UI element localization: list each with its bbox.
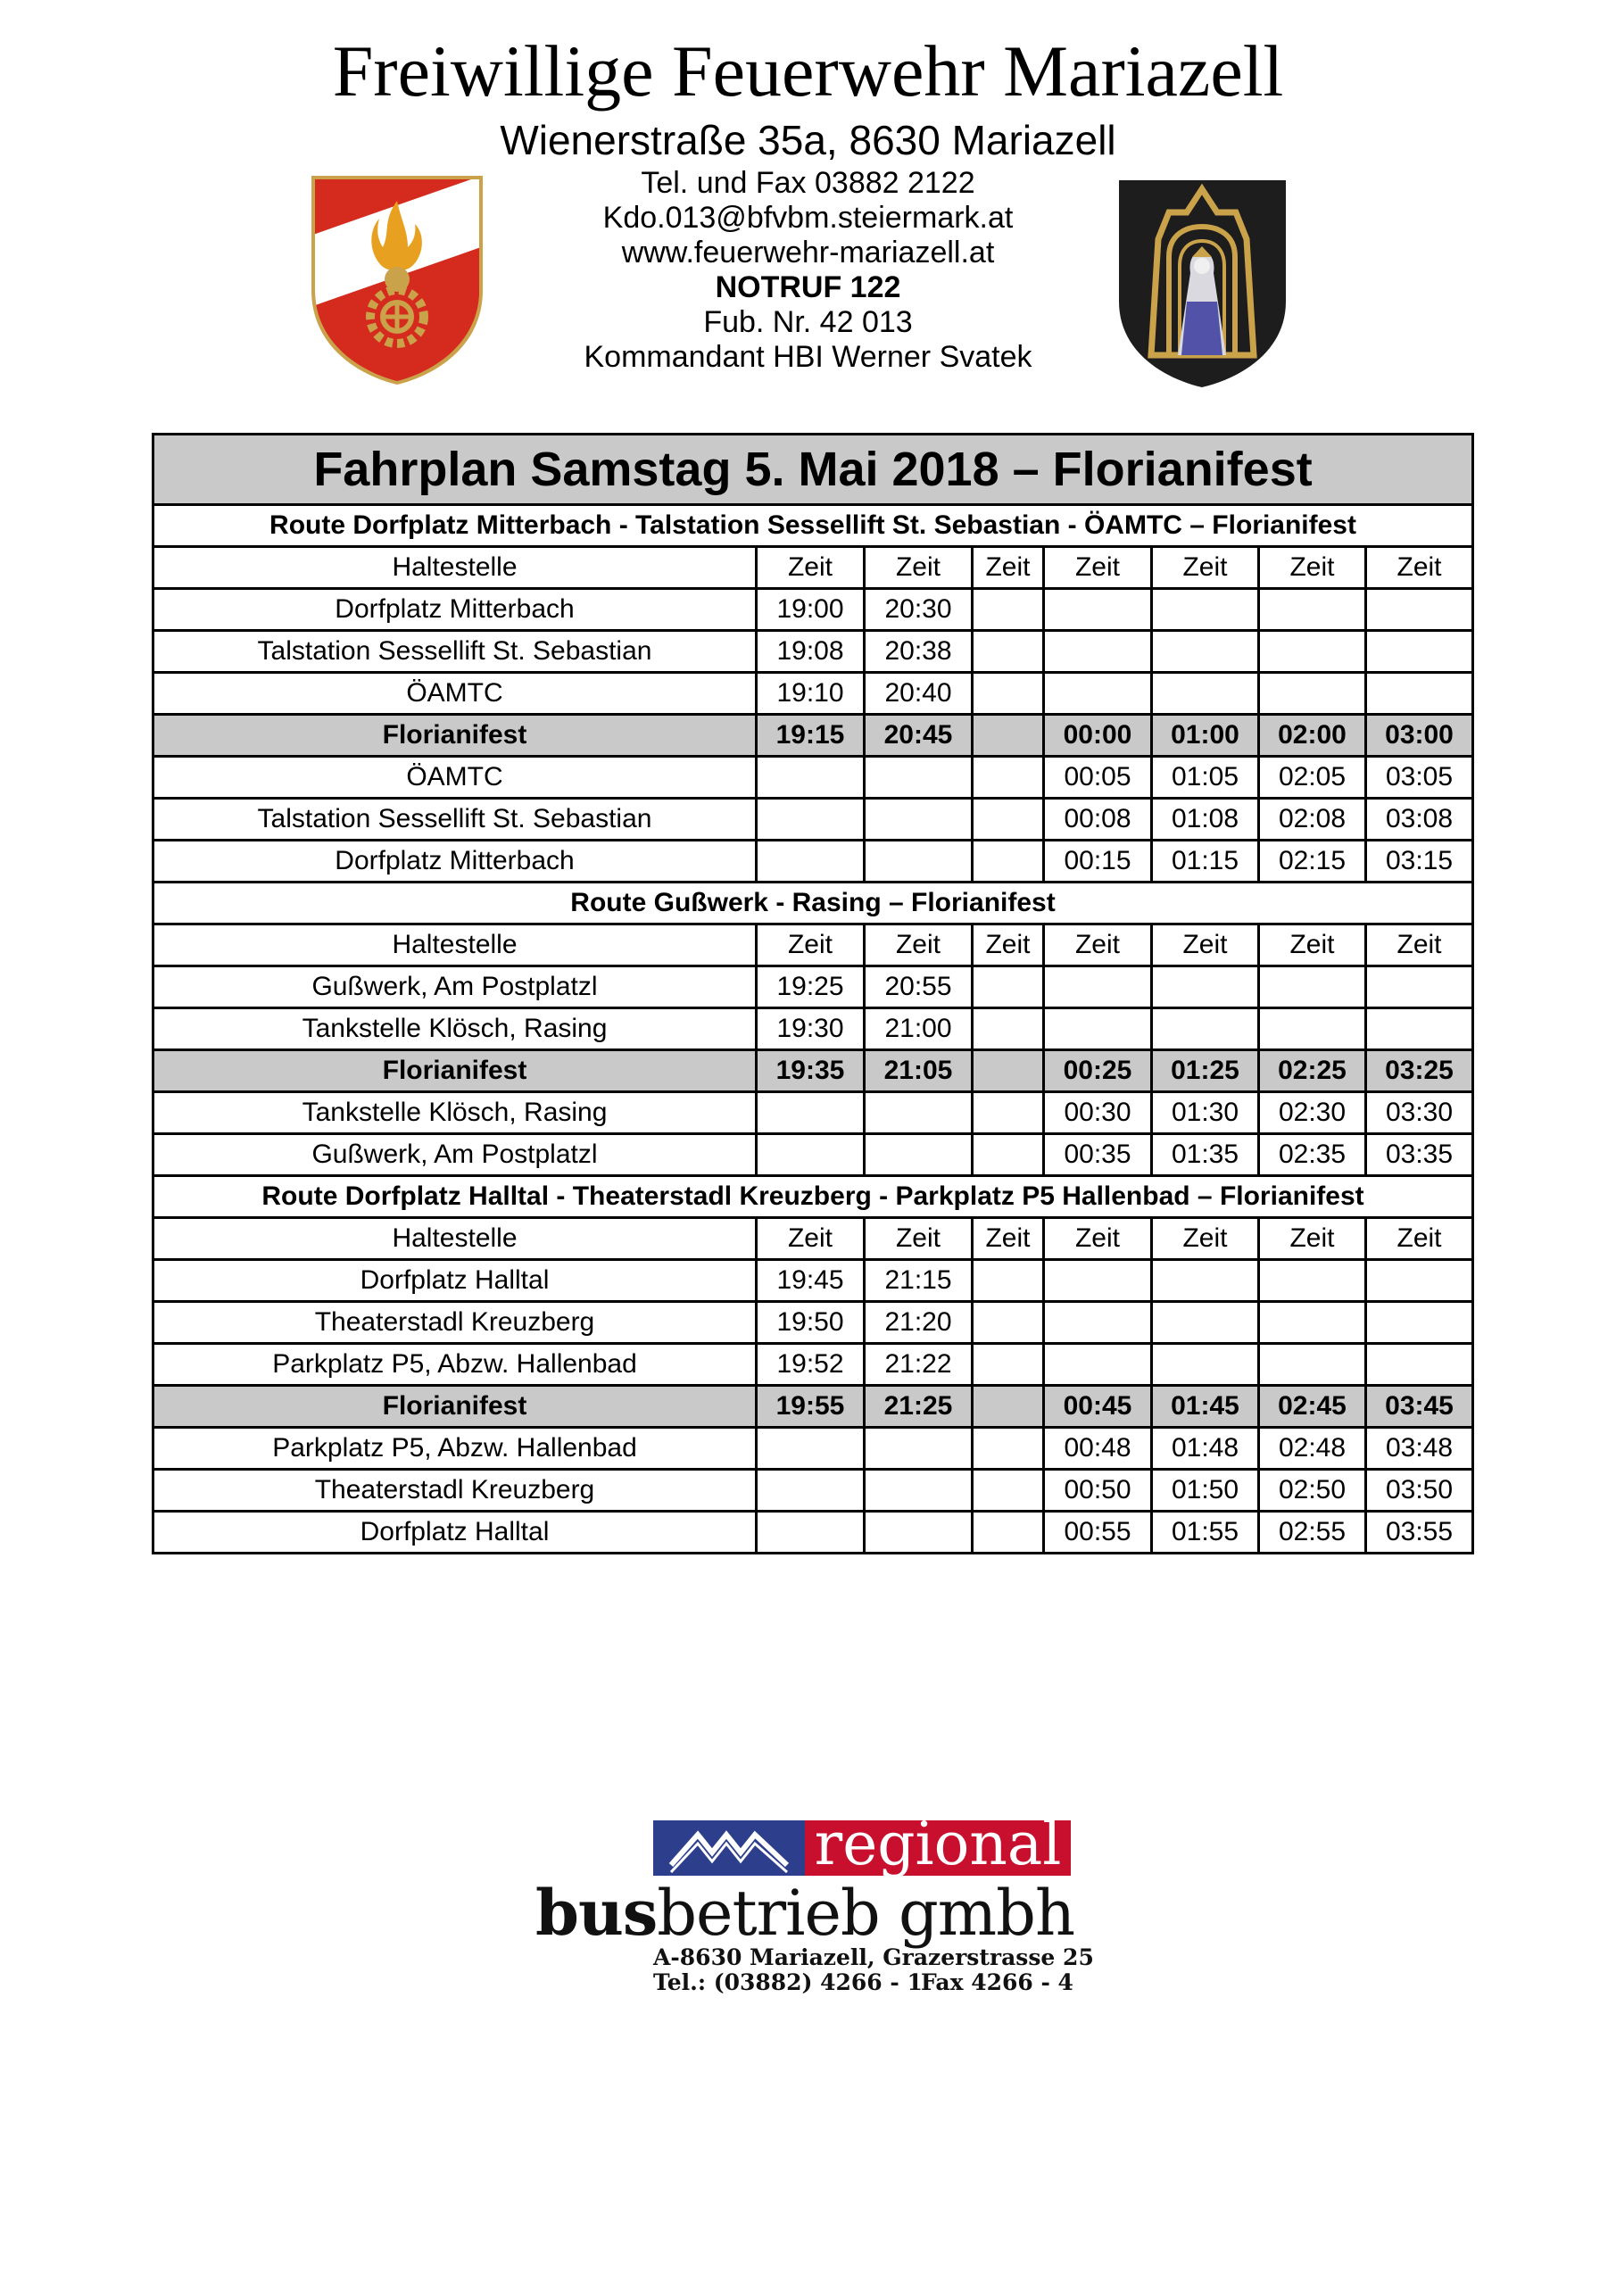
- column-header-time: Zeit: [1152, 547, 1259, 589]
- departure-time: 03:48: [1366, 1428, 1473, 1470]
- departure-time: 21:00: [865, 1008, 973, 1050]
- table-row: [153, 966, 1473, 1008]
- table-row-destination: [153, 715, 1473, 757]
- departure-time: [1044, 966, 1152, 1008]
- departure-time: [1152, 631, 1259, 673]
- stop-name: Gußwerk, Am Postplatzl: [153, 966, 757, 1008]
- departure-time: 01:45: [1152, 1386, 1259, 1428]
- departure-time: [1044, 589, 1152, 631]
- departure-time: [973, 631, 1044, 673]
- column-header-time: Zeit: [1259, 1218, 1366, 1260]
- departure-time: 01:30: [1152, 1092, 1259, 1134]
- departure-time: 01:08: [1152, 799, 1259, 841]
- table-row: [153, 1512, 1473, 1554]
- departure-time: 21:15: [865, 1260, 973, 1302]
- departure-time: [1152, 589, 1259, 631]
- website: www.feuerwehr-mariazell.at: [621, 236, 995, 269]
- departure-time: [1044, 1260, 1152, 1302]
- departure-time: [1259, 1344, 1366, 1386]
- table-row: [153, 1428, 1473, 1470]
- departure-time: 19:15: [757, 715, 865, 757]
- departure-time: 21:05: [865, 1050, 973, 1092]
- bus-timetable: [152, 433, 1474, 1554]
- departure-time: 01:50: [1152, 1470, 1259, 1512]
- departure-time: [973, 673, 1044, 715]
- departure-time: 00:50: [1044, 1470, 1152, 1512]
- logo-fax: Fax 4266 - 4: [921, 1969, 1073, 1995]
- departure-time: 20:30: [865, 589, 973, 631]
- departure-time: [757, 1092, 865, 1134]
- departure-time: [973, 1344, 1044, 1386]
- logo-contact-line: [653, 1970, 1073, 1995]
- bus-company-logo: [535, 1810, 1094, 1999]
- logo-regional-text: regional: [814, 1810, 1062, 1878]
- logo-bus-text: bus: [535, 1876, 658, 1950]
- table-row: [153, 757, 1473, 799]
- departure-time: [973, 1512, 1044, 1554]
- departure-time: [865, 841, 973, 883]
- commander: Kommandant HBI Werner Svatek: [584, 340, 1032, 374]
- route-name: Route Dorfplatz Halltal - Theaterstadl Kreuzberg - Parkplatz P5 Hallenbad – Florianifest: [153, 1176, 1473, 1218]
- stop-name: Parkplatz P5, Abzw. Hallenbad: [153, 1428, 757, 1470]
- departure-time: [1044, 1008, 1152, 1050]
- departure-time: 21:20: [865, 1302, 973, 1344]
- table-row-destination: [153, 1386, 1473, 1428]
- table-row: [153, 1134, 1473, 1176]
- departure-time: 03:08: [1366, 799, 1473, 841]
- column-header-time: Zeit: [1366, 547, 1473, 589]
- table-row: [153, 1260, 1473, 1302]
- route-header-row: [153, 505, 1473, 547]
- departure-time: [973, 715, 1044, 757]
- logo-blue-band: [653, 1820, 805, 1876]
- column-header-stop: Haltestelle: [153, 1218, 757, 1260]
- departure-time: 00:35: [1044, 1134, 1152, 1176]
- departure-time: 03:00: [1366, 715, 1473, 757]
- column-header-row: [153, 924, 1473, 966]
- stop-name: Theaterstadl Kreuzberg: [153, 1302, 757, 1344]
- departure-time: 20:45: [865, 715, 973, 757]
- column-header-row: [153, 547, 1473, 589]
- column-header-row: [153, 1218, 1473, 1260]
- column-header-time: Zeit: [757, 924, 865, 966]
- departure-time: [865, 1092, 973, 1134]
- departure-time: [865, 1428, 973, 1470]
- stop-name: Parkplatz P5, Abzw. Hallenbad: [153, 1344, 757, 1386]
- departure-time: [1259, 589, 1366, 631]
- departure-time: 19:30: [757, 1008, 865, 1050]
- column-header-time: Zeit: [973, 924, 1044, 966]
- stop-name: Florianifest: [153, 715, 757, 757]
- fire-brigade-emblem-icon: [308, 174, 486, 385]
- stop-name: ÖAMTC: [153, 673, 757, 715]
- organization-address: Wienerstraße 35a, 8630 Mariazell: [500, 117, 1116, 163]
- departure-time: 00:45: [1044, 1386, 1152, 1428]
- column-header-time: Zeit: [865, 924, 973, 966]
- departure-time: 00:48: [1044, 1428, 1152, 1470]
- departure-time: [1366, 1008, 1473, 1050]
- column-header-stop: Haltestelle: [153, 547, 757, 589]
- stop-name: Florianifest: [153, 1386, 757, 1428]
- mariazell-coat-of-arms-icon: [1115, 177, 1289, 391]
- logo-betrieb-text: betrieb gmbh: [657, 1877, 1075, 1950]
- logo-company-name: [535, 1876, 1075, 1950]
- stop-name: Gußwerk, Am Postplatzl: [153, 1134, 757, 1176]
- departure-time: 03:50: [1366, 1470, 1473, 1512]
- departure-time: 19:50: [757, 1302, 865, 1344]
- column-header-time: Zeit: [1259, 924, 1366, 966]
- table-row: [153, 841, 1473, 883]
- table-row: [153, 673, 1473, 715]
- departure-time: 02:50: [1259, 1470, 1366, 1512]
- departure-time: 02:30: [1259, 1092, 1366, 1134]
- departure-time: 02:00: [1259, 715, 1366, 757]
- organization-name: Freiwillige Feuerwehr Mariazell: [332, 30, 1284, 112]
- column-header-time: Zeit: [1152, 1218, 1259, 1260]
- departure-time: 01:00: [1152, 715, 1259, 757]
- column-header-time: Zeit: [973, 547, 1044, 589]
- logo-phone: Tel.: (03882) 4266 - 1: [653, 1969, 923, 1995]
- departure-time: [973, 841, 1044, 883]
- departure-time: 02:45: [1259, 1386, 1366, 1428]
- timetable-title-row: [153, 435, 1473, 505]
- departure-time: [973, 589, 1044, 631]
- departure-time: [1044, 1344, 1152, 1386]
- column-header-time: Zeit: [865, 1218, 973, 1260]
- timetable-title: Fahrplan Samstag 5. Mai 2018 – Florianifest: [153, 435, 1473, 505]
- departure-time: [973, 1302, 1044, 1344]
- departure-time: 19:25: [757, 966, 865, 1008]
- departure-time: [1152, 1008, 1259, 1050]
- departure-time: [1366, 631, 1473, 673]
- departure-time: 01:15: [1152, 841, 1259, 883]
- table-row: [153, 1092, 1473, 1134]
- column-header-time: Zeit: [1044, 924, 1152, 966]
- departure-time: [973, 1134, 1044, 1176]
- departure-time: [1152, 1344, 1259, 1386]
- departure-time: [1259, 1008, 1366, 1050]
- departure-time: [973, 1092, 1044, 1134]
- table-row: [153, 1302, 1473, 1344]
- departure-time: [1366, 673, 1473, 715]
- departure-time: [757, 1470, 865, 1512]
- departure-time: [973, 1260, 1044, 1302]
- departure-time: [757, 841, 865, 883]
- departure-time: 02:48: [1259, 1428, 1366, 1470]
- departure-time: 00:00: [1044, 715, 1152, 757]
- departure-time: [1152, 1260, 1259, 1302]
- departure-time: [973, 1428, 1044, 1470]
- departure-time: 00:08: [1044, 799, 1152, 841]
- departure-time: [1044, 631, 1152, 673]
- table-row: [153, 799, 1473, 841]
- stop-name: Talstation Sessellift St. Sebastian: [153, 631, 757, 673]
- departure-time: [1044, 673, 1152, 715]
- table-row: [153, 1008, 1473, 1050]
- departure-time: 20:40: [865, 673, 973, 715]
- departure-time: [865, 1512, 973, 1554]
- departure-time: 02:25: [1259, 1050, 1366, 1092]
- stop-name: Talstation Sessellift St. Sebastian: [153, 799, 757, 841]
- departure-time: 20:55: [865, 966, 973, 1008]
- departure-time: 02:35: [1259, 1134, 1366, 1176]
- column-header-time: Zeit: [1366, 924, 1473, 966]
- departure-time: [973, 1386, 1044, 1428]
- departure-time: 02:05: [1259, 757, 1366, 799]
- departure-time: [1259, 673, 1366, 715]
- departure-time: 03:35: [1366, 1134, 1473, 1176]
- departure-time: 00:25: [1044, 1050, 1152, 1092]
- departure-time: [757, 799, 865, 841]
- departure-time: 01:55: [1152, 1512, 1259, 1554]
- departure-time: 19:00: [757, 589, 865, 631]
- departure-time: 02:55: [1259, 1512, 1366, 1554]
- departure-time: 00:55: [1044, 1512, 1152, 1554]
- departure-time: 03:55: [1366, 1512, 1473, 1554]
- stop-name: Tankstelle Klösch, Rasing: [153, 1092, 757, 1134]
- column-header-time: Zeit: [757, 1218, 865, 1260]
- departure-time: [1366, 589, 1473, 631]
- stop-name: Theaterstadl Kreuzberg: [153, 1470, 757, 1512]
- route-name: Route Dorfplatz Mitterbach - Talstation Sessellift St. Sebastian - ÖAMTC – Florianifest: [153, 505, 1473, 547]
- departure-time: [1259, 631, 1366, 673]
- departure-time: [1152, 966, 1259, 1008]
- departure-time: [757, 1428, 865, 1470]
- departure-time: [1259, 1260, 1366, 1302]
- email: Kdo.013@bfvbm.steiermark.at: [602, 201, 1014, 235]
- logo-address-block: [653, 1944, 1094, 1995]
- stop-name: Dorfplatz Halltal: [153, 1260, 757, 1302]
- departure-time: [1044, 1302, 1152, 1344]
- phone-fax: Tel. und Fax 03882 2122: [641, 166, 975, 200]
- departure-time: [865, 1470, 973, 1512]
- departure-time: 00:05: [1044, 757, 1152, 799]
- departure-time: [973, 799, 1044, 841]
- departure-time: [865, 757, 973, 799]
- departure-time: [973, 966, 1044, 1008]
- departure-time: 01:35: [1152, 1134, 1259, 1176]
- stop-name: Dorfplatz Halltal: [153, 1512, 757, 1554]
- column-header-time: Zeit: [1044, 1218, 1152, 1260]
- departure-time: 00:30: [1044, 1092, 1152, 1134]
- departure-time: 01:25: [1152, 1050, 1259, 1092]
- departure-time: [973, 757, 1044, 799]
- departure-time: 19:45: [757, 1260, 865, 1302]
- departure-time: 19:10: [757, 673, 865, 715]
- route-header-row: [153, 883, 1473, 924]
- column-header-time: Zeit: [1259, 547, 1366, 589]
- departure-time: 19:08: [757, 631, 865, 673]
- timetable-body: [153, 435, 1473, 1554]
- departure-time: [973, 1470, 1044, 1512]
- departure-time: [1366, 966, 1473, 1008]
- departure-time: 01:05: [1152, 757, 1259, 799]
- departure-time: [757, 1512, 865, 1554]
- departure-time: 02:15: [1259, 841, 1366, 883]
- departure-time: 02:08: [1259, 799, 1366, 841]
- column-header-time: Zeit: [757, 547, 865, 589]
- departure-time: 21:22: [865, 1344, 973, 1386]
- stop-name: Tankstelle Klösch, Rasing: [153, 1008, 757, 1050]
- departure-time: 20:38: [865, 631, 973, 673]
- fub-number: Fub. Nr. 42 013: [703, 305, 913, 339]
- table-row-destination: [153, 1050, 1473, 1092]
- bus-company-wave-logo-icon: [653, 1820, 805, 1876]
- departure-time: [865, 799, 973, 841]
- table-row: [153, 1344, 1473, 1386]
- departure-time: [1152, 1302, 1259, 1344]
- column-header-time: Zeit: [865, 547, 973, 589]
- stop-name: Dorfplatz Mitterbach: [153, 841, 757, 883]
- departure-time: 19:35: [757, 1050, 865, 1092]
- departure-time: 03:25: [1366, 1050, 1473, 1092]
- departure-time: 03:30: [1366, 1092, 1473, 1134]
- departure-time: 01:48: [1152, 1428, 1259, 1470]
- logo-address: A-8630 Mariazell, Grazerstrasse 25: [653, 1944, 1094, 1970]
- column-header-time: Zeit: [1152, 924, 1259, 966]
- departure-time: [1259, 966, 1366, 1008]
- departure-time: [1259, 1302, 1366, 1344]
- route-header-row: [153, 1176, 1473, 1218]
- departure-time: 03:45: [1366, 1386, 1473, 1428]
- table-row: [153, 589, 1473, 631]
- departure-time: 03:05: [1366, 757, 1473, 799]
- departure-time: [757, 757, 865, 799]
- departure-time: [973, 1008, 1044, 1050]
- departure-time: [1152, 673, 1259, 715]
- emergency-number: NOTRUF 122: [715, 270, 901, 304]
- stop-name: ÖAMTC: [153, 757, 757, 799]
- departure-time: [1366, 1260, 1473, 1302]
- departure-time: 19:55: [757, 1386, 865, 1428]
- column-header-time: Zeit: [1366, 1218, 1473, 1260]
- route-name: Route Gußwerk - Rasing – Florianifest: [153, 883, 1473, 924]
- departure-time: [1366, 1302, 1473, 1344]
- departure-time: [865, 1134, 973, 1176]
- departure-time: 21:25: [865, 1386, 973, 1428]
- table-row: [153, 1470, 1473, 1512]
- column-header-time: Zeit: [973, 1218, 1044, 1260]
- departure-time: [1366, 1344, 1473, 1386]
- departure-time: 00:15: [1044, 841, 1152, 883]
- stop-name: Dorfplatz Mitterbach: [153, 589, 757, 631]
- departure-time: 03:15: [1366, 841, 1473, 883]
- stop-name: Florianifest: [153, 1050, 757, 1092]
- departure-time: 19:52: [757, 1344, 865, 1386]
- departure-time: [757, 1134, 865, 1176]
- column-header-stop: Haltestelle: [153, 924, 757, 966]
- departure-time: [973, 1050, 1044, 1092]
- column-header-time: Zeit: [1044, 547, 1152, 589]
- table-row: [153, 631, 1473, 673]
- letterhead: [0, 0, 1616, 419]
